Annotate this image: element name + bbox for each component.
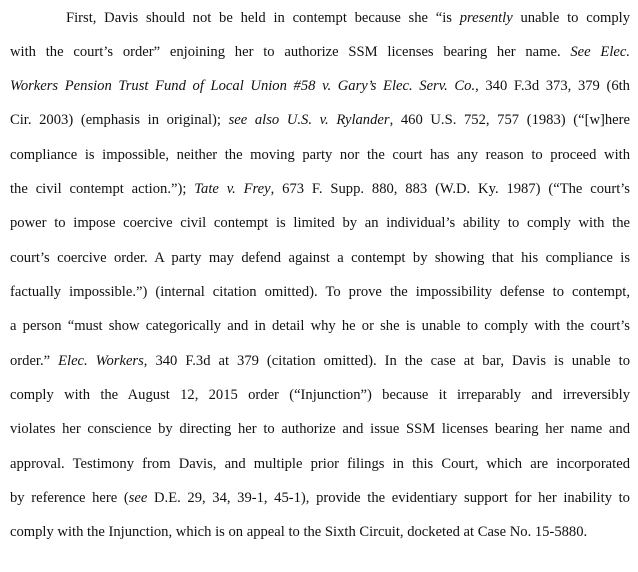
text-line <box>10 214 630 232</box>
text-line <box>10 146 630 164</box>
text-line <box>10 523 630 541</box>
text-line <box>10 420 630 438</box>
text-line <box>10 77 630 95</box>
text-run: , 673 F. Supp. 880, 883 (W.D. Ky. 1987) (“The court’s <box>270 181 630 197</box>
text-run: , 460 U.S. 752, 757 (1983) (“[w]here <box>389 112 630 128</box>
text-line <box>10 352 630 370</box>
italic-citation-text: Tate v. Frey <box>194 181 271 197</box>
text-run: with the court’s order” enjoining her to authorize SSM licenses bearing her name. <box>10 44 571 60</box>
italic-citation-text: presently <box>459 10 513 26</box>
text-run: factually impossible.”) (internal citation omitted). To prove the impossibility defense to contempt, <box>10 284 630 300</box>
text-run: comply with the August 12, 2015 order (“Injunction”) because it irreparably and irreversibly <box>10 387 630 403</box>
text-run: Cir. 2003) (emphasis in original); <box>10 112 229 128</box>
text-line <box>10 455 630 473</box>
italic-citation-text: See Elec. <box>570 44 630 60</box>
text-run: a person “must show categorically and in detail why he or she is unable to comply with the court’s <box>10 318 630 334</box>
text-line <box>10 489 630 507</box>
text-line <box>10 43 630 61</box>
text-line <box>10 249 630 267</box>
text-line <box>10 317 630 335</box>
text-run: court’s coercive order. A party may defend against a contempt by showing that his compliance is <box>10 250 630 266</box>
text-run: approval. Testimony from Davis, and multiple prior filings in this Court, which are incorporated <box>10 456 630 472</box>
text-run: compliance is impossible, neither the moving party nor the court has any reason to proceed with <box>10 147 630 163</box>
text-run: power to impose coercive civil contempt is limited by an individual’s ability to comply with the <box>10 215 630 231</box>
italic-citation-text: see also U.S. v. Rylander <box>228 112 390 128</box>
text-line <box>10 180 630 198</box>
text-run: , 340 F.3d at 379 (citation omitted). In the case at bar, Davis is unable to <box>143 353 630 369</box>
text-line <box>10 283 630 301</box>
text-run: First, Davis should not be held in contempt because she “is <box>66 10 460 26</box>
text-run: unable to comply <box>512 10 630 26</box>
text-run: by reference here ( <box>10 490 129 506</box>
text-run: , 340 F.3d 373, 379 (6th <box>475 78 630 94</box>
text-run: the civil contempt action.”); <box>10 181 195 197</box>
italic-citation-text: Elec. Workers <box>58 353 144 369</box>
text-run: comply with the Injunction, which is on appeal to the Sixth Circuit, docketed at Case No. 15-5880. <box>10 524 588 540</box>
text-run: order.” <box>10 353 59 369</box>
text-run: violates her conscience by directing her to authorize and issue SSM licenses bearing her name and <box>10 421 630 437</box>
italic-citation-text: Workers Pension Trust Fund of Local Union #58 v. Gary’s Elec. Serv. Co. <box>10 78 476 94</box>
text-line <box>10 9 630 27</box>
italic-citation-text: see <box>128 490 148 506</box>
text-run: D.E. 29, 34, 39-1, 45-1), provide the evidentiary support for her inability to <box>147 490 630 506</box>
text-line <box>10 111 630 129</box>
text-line <box>10 386 630 404</box>
